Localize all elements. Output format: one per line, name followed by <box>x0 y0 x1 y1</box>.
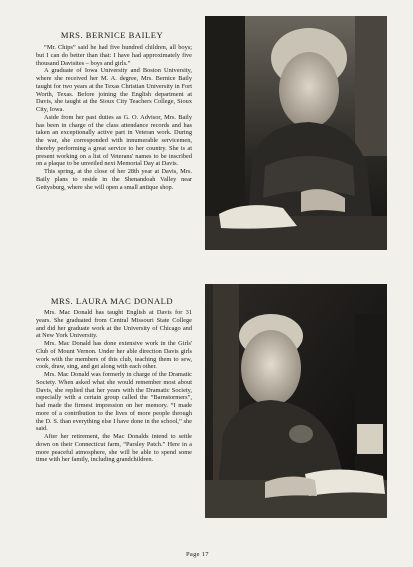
portrait-photo-macdonald <box>205 284 387 518</box>
profile-paragraph: This spring, at the close of her 28th year at Davis, Mrs. Baily plans to reside in the Shenandoah Valley near Gettysburg, where she will open a small antique shop. <box>36 168 192 191</box>
profile-paragraph: Aside from her past duties as G. O. Advisor, Mrs. Baily has been in charge of the class attendance records and has taken an exceptionally active part in Veteran work. During the war, she corresponded with innumerable servicemen, thereby performing a great service to her country. She is at present working on a list of Veterans' names to be inscribed on a plaque to be unveiled next Memorial Day at Davis. <box>36 113 192 168</box>
profile-paragraph: Mrs. Mac Donald has taught English at Davis for 31 years. She graduated from Central Missouri State College and did her graduate work at the University of Chicago and at New York University. <box>36 309 192 340</box>
page-number: Page 17 <box>186 551 209 558</box>
portrait-illustration <box>205 16 387 250</box>
profile-paragraph: After her retirement, the Mac Donalds intend to settle down on their Connecticut farm, “Parsley Patch.” Here in a more peaceful atmosphere, she will be able to spend some time with her family, including grandchildren. <box>36 433 192 464</box>
profile-heading: MRS. LAURA MAC DONALD <box>50 296 174 306</box>
profile-body <box>36 44 192 191</box>
profile-macdonald <box>0 280 413 540</box>
profile-paragraph: Mrs. Mac Donald was formerly in charge of the Dramatic Society. When asked what she would remember most about Davis, she replied that her years with the Dramatic Society, especially with a certain group called the “Barnstormers”, had made the firmest impression on her memory. “I made more of a contribution to the lives of more people through the D. S. than everything else I have done in the school,” she said. <box>36 371 192 433</box>
profile-heading: MRS. BERNICE BAILEY <box>60 30 164 40</box>
profile-bailey <box>0 0 413 280</box>
profile-paragraph: “Mr. Chips” said he had five hundred children, all boys; but I can do better than that: I have had approximately five thousand Davisites – boys and girls.” <box>36 44 192 67</box>
profile-paragraph: A graduate of Iowa University and Boston University, where she received her M. A. degree, Mrs. Bernice Baily taught for two years at the Texas Christian University in Fort Worth, Texas. Before joining the English department at Davis, she taught at the Sioux City Teachers College, Sioux City, Iowa. <box>36 67 192 113</box>
profile-paragraph: Mrs. Mac Donald has done extensive work in the Girls' Club of Mount Vernon. Under her able direction Davis girls work with the members of this club, teaching them to sew, cook, draw, sing, and get along with each other. <box>36 340 192 371</box>
profile-body <box>36 309 192 464</box>
portrait-illustration <box>205 284 387 518</box>
portrait-photo-bailey <box>205 16 387 250</box>
